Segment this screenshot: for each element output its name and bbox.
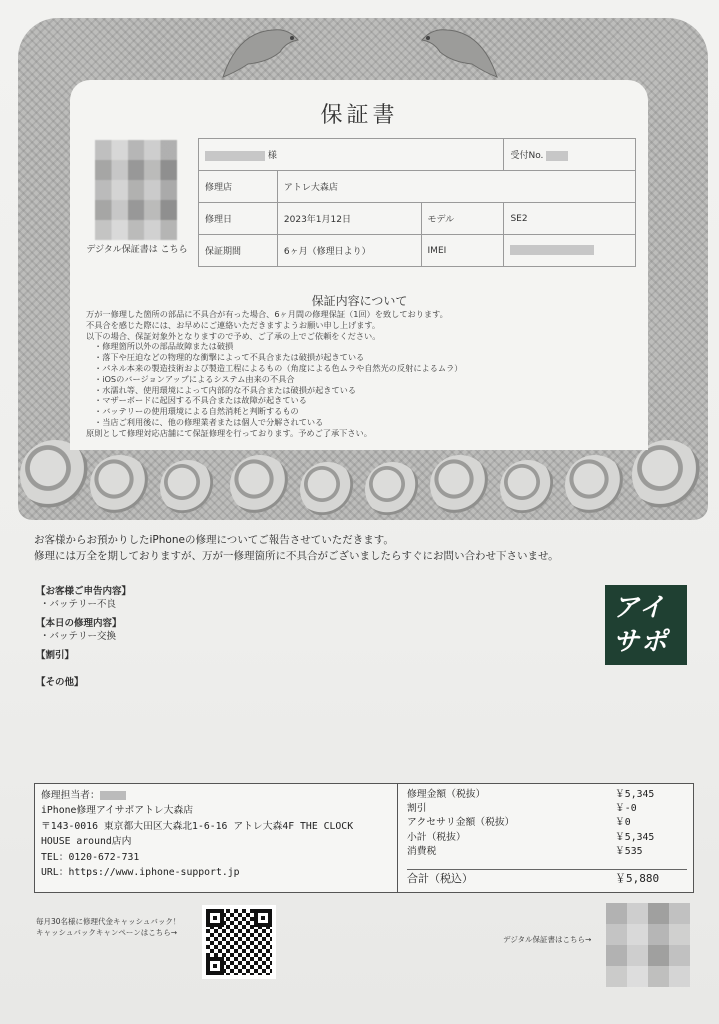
terms-line: ・パネル本来の製造技術および製造工程によるもの（角度による色ムラや自然光の反射によるムラ） [94, 362, 463, 373]
leaf-ornament [500, 460, 555, 515]
repair-report-intro [34, 532, 694, 564]
repair-value: ・バッテリー交換 [40, 631, 117, 642]
redacted-staff-name [100, 791, 126, 800]
terms-line: 不具合を感じた際には、お早めにご連絡いただきますようお願い申し上げます。 [86, 319, 381, 330]
terms-line: ・バッテリーの使用環境による自然消耗と判断するもの [94, 406, 299, 417]
isapo-logo [605, 585, 687, 665]
complaint-value: ・バッテリー不良 [40, 599, 117, 610]
total-value: ￥5,880 [615, 872, 660, 886]
customer-name-cell [199, 139, 504, 171]
warranty-terms-heading: 保証内容について [311, 294, 408, 308]
website-url: URL：https://www.iphone-support.jp [41, 867, 240, 879]
redacted-imei [510, 245, 594, 255]
receipt-no-cell [504, 139, 636, 171]
certificate-title: 保証書 [320, 103, 399, 128]
staff-line [41, 788, 391, 803]
cashback-line: 毎月30名様に修理代金キャッシュバック！ [36, 917, 181, 926]
shop-label: 修理店 [199, 171, 278, 203]
repair-date-value: 2023年1月12日 [277, 203, 421, 235]
terms-line: ・iOSのバージョンアップによるシステム由来の不具合 [94, 373, 295, 384]
qr-finder [206, 909, 224, 927]
redacted-receipt-no [546, 151, 568, 161]
terms-line: ・当店ご利用後に、他の修理業者または個人で分解されている [94, 416, 324, 427]
phoenix-ornament-right [412, 22, 502, 84]
repair-report [36, 585, 456, 689]
total-row [407, 869, 687, 886]
leaf-ornament [160, 460, 215, 515]
shop-value: アトレ大森店 [277, 171, 635, 203]
price-row [407, 831, 687, 845]
receipt-divider [397, 784, 398, 892]
price-label: 修理金額（税抜） [407, 789, 486, 800]
phoenix-ornament-left [218, 22, 308, 84]
receipt-no-label: 受付No. [510, 151, 544, 161]
staff-label: 修理担当者： [41, 790, 100, 801]
price-label: 消費税 [407, 845, 437, 857]
shop-name: iPhone修理アイサポアトレ大森店 [41, 805, 194, 817]
terms-line: ・落下や圧迫などの物理的な衝撃によって不具合または破損が起きている [94, 352, 365, 363]
leaf-ornament [300, 462, 355, 517]
price-row [407, 802, 687, 816]
leaf-ornament [230, 455, 290, 515]
digital-certificate-link-label: デジタル保証書はこちら→ [503, 935, 592, 944]
cashback-qr-code[interactable] [202, 905, 276, 979]
leaf-ornament [565, 455, 625, 515]
terms-line: ・水濡れ等、使用環境によって内部的な不具合または破損が起きている [94, 384, 357, 395]
price-label: アクセサリ金額（税抜） [407, 817, 515, 829]
shop-info [41, 788, 391, 880]
receipt-box [34, 783, 694, 893]
model-label: モデル [421, 203, 504, 235]
total-label: 合計（税込） [407, 872, 473, 886]
terms-line: ・修理箇所以外の部品故障または破損 [94, 341, 234, 352]
digital-certificate-caption: デジタル保証書は こちら [86, 245, 188, 255]
price-breakdown [407, 788, 687, 886]
complaint-heading: 【お客様ご申告内容】 [36, 586, 132, 597]
price-value: ￥-0 [615, 803, 637, 815]
price-row [407, 788, 687, 802]
cashback-line: キャッシュバックキャンペーンはこちら→ [36, 928, 177, 937]
digital-certificate-qr-blurred[interactable] [95, 140, 177, 240]
price-value: ￥5,345 [615, 789, 655, 800]
price-value: ￥0 [615, 817, 631, 829]
phone-number: TEL：0120-672-731 [41, 851, 140, 863]
leaf-ornament [20, 440, 90, 510]
address-line: 〒143-0016 東京都大田区大森北1-6-16 アトレ大森4F THE CLOCK [41, 820, 354, 832]
logo-line: サポ [613, 627, 670, 657]
warranty-period-value: 6ヶ月（修理日より） [277, 235, 421, 267]
repair-date-label: 修理日 [199, 203, 278, 235]
leaf-ornament [90, 455, 150, 515]
model-value: SE2 [504, 203, 636, 235]
digital-certificate-qr-blurred-2[interactable] [606, 903, 690, 987]
repair-heading: 【本日の修理内容】 [36, 618, 122, 629]
other-heading: 【その他】 [36, 677, 84, 688]
terms-line: ・マザーボードに起因する不具合または故障が起きている [94, 395, 307, 406]
leaf-ornament [632, 440, 702, 510]
qr-finder [206, 957, 224, 975]
leaf-ornament [365, 462, 420, 517]
customer-suffix: 様 [267, 151, 277, 161]
certificate-info-table [198, 138, 636, 267]
price-value: ￥5,345 [615, 831, 655, 843]
price-value: ￥535 [615, 845, 643, 857]
price-row [407, 845, 687, 859]
terms-line: 原則として修理対応店舗にて保証修理を行っております。予めご了承下さい。 [86, 427, 372, 438]
leaf-ornament [430, 455, 490, 515]
address-line: HOUSE around店内 [41, 836, 132, 848]
intro-line: お客様からお預かりしたiPhoneの修理についてご報告させていただきます。 [34, 534, 394, 546]
intro-line: 修理には万全を期しておりますが、万が一修理箇所に不具合がございましたらすぐにお問い合わせ下さいませ。 [34, 550, 559, 562]
discount-heading: 【割引】 [36, 650, 75, 661]
price-label: 割引 [407, 803, 427, 815]
imei-value [504, 235, 636, 267]
warranty-period-label: 保証期間 [199, 235, 278, 267]
imei-label: IMEI [421, 235, 504, 267]
terms-line: 万が一修理した箇所の部品に不具合が有った場合、6ヶ月間の修理保証（1回）を致しております。 [86, 309, 448, 319]
price-label: 小計（税抜） [407, 831, 466, 843]
qr-finder [254, 909, 272, 927]
warranty-terms [86, 309, 606, 439]
redacted-customer-name [205, 151, 265, 161]
terms-line: 以下の場合、保証対象外となりますので予め、ご了承の上でご依頼をください。 [86, 330, 381, 341]
logo-line: アイ [613, 593, 667, 623]
cashback-note [36, 916, 180, 938]
price-row [407, 816, 687, 830]
